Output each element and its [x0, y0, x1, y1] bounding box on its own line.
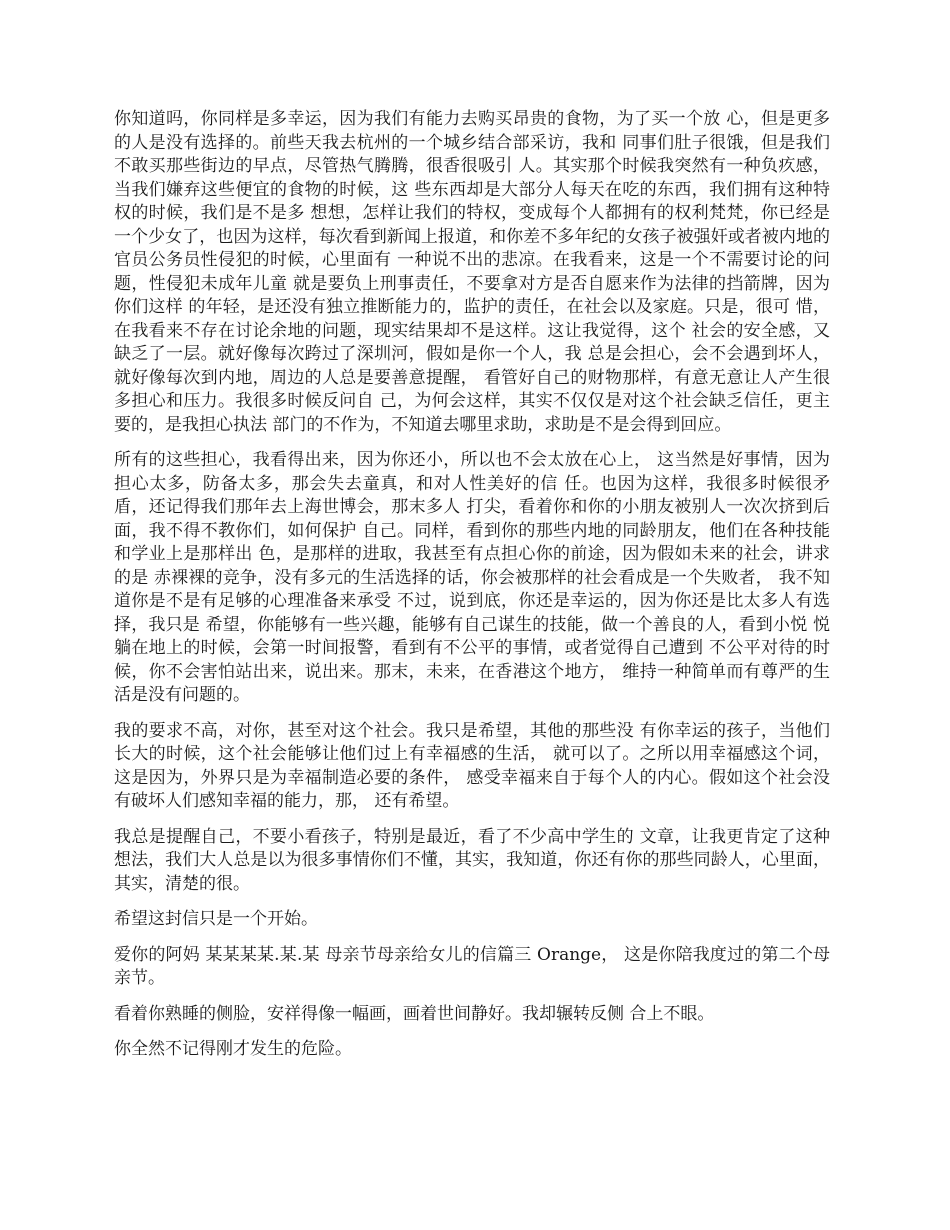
paragraph-1: 你知道吗，你同样是多幸运，因为我们有能力去购买昂贵的食物，为了买一个放 心，但是更多的人是没有选择的。前些天我去杭州的一个城乡结合部采访，我和 同事们肚子很饿，但是我们不敢买那些街边的早点，尽管热气腾腾，很香很吸引 人。其实那个时候我突然有一种负疚感，当我们嫌弃这些便宜的食物的时候，这 些东西却是大部分人每天在吃的东西，我们拥有这种特权的时候，我们是不是多 想想，怎样让我们的特权，变成每个人都拥有的权利梵梵，你已经是一个少女了，也因为这样，每次看到新闻上报道，和你差不多年纪的女孩子被强奸或者被内地的官员公务员性侵犯的时候，心里面有 一种说不出的悲凉。在我看来，这是一个不需要讨论的问题，性侵犯未成年儿童 就是要负上刑事责任，不要拿对方是否自愿来作为法律的挡箭牌，因为你们这样 的年轻，是还没有独立推断能力的，监护的责任，在社会以及家庭。只是，很可 惜，在我看来不存在讨论余地的问题，现实结果却不是这样。这让我觉得，这个 社会的安全感，又缺乏了一层。就好像每次跨过了深圳河，假如是你一个人，我 总是会担心，会不会遇到坏人，就好像每次到内地，周边的人总是要善意提醒， 看管好自己的财物那样，有意无意让人产生很多担心和压力。我很多时候反问自 己，为何会这样，其实不仅仅是对这个社会缺乏信任，更主要的，是我担心执法 部门的不作为，不知道去哪里求助，求助是不是会得到回应。: [114, 109, 830, 435]
paragraph-5: 希望这封信只是一个开始。: [114, 909, 318, 929]
paragraph-3: 我的要求不高，对你，甚至对这个社会。我只是希望，其他的那些没 有你幸运的孩子，当他们长大的时候，这个社会能够让他们过上有幸福感的生活， 就可以了。之所以用幸福感这个词，这是因为，外界只是为幸福制造必要的条件， 感受幸福来自于每个人的内心。假如这个社会没有破坏人们感知幸福的能力，那， 还有希望。: [114, 720, 830, 811]
paragraph-6: 爱你的阿妈 某某某某.某.某 母亲节母亲给女儿的信篇三 Orange， 这是你陪我度过的第二个母亲节。: [114, 944, 830, 988]
paragraph-2: 所有的这些担心，我看得出来，因为你还小，所以也不会太放在心上， 这当然是好事情，因为担心太多，防备太多，那会失去童真，和对人性美好的信 任。也因为这样，我很多时候很矛盾，还记得我们那年去上海世博会，那末多人 打尖，看着你和你的小朋友被别人一次次挤到后面，我不得不教你们，如何保护 自己。同样，看到你的那些内地的同龄朋友，他们在各种技能和学业上是那样出 色，是那样的进取，我甚至有点担心你的前途，因为假如未来的社会，讲求的是 赤裸裸的竞争，没有多元的生活选择的话，你会被那样的社会看成是一个失败者， 我不知道你是不是有足够的心理准备来承受 不过，说到底，你还是幸运的，因为你还是比太多人有选择，我只是 希望，你能够有一些兴趣，能够有自己谋生的技能，做一个善良的人，看到小悦 悦躺在地上的时候，会第一时间报警，看到有不公平的事情，或者觉得自己遭到 不公平对待的时候，你不会害怕站出来，说出来。那末，未来，在香港这个地方， 维持一种简单而有尊严的生活是没有问题的。: [114, 450, 830, 705]
paragraph-7: 看着你熟睡的侧脸，安祥得像一幅画，画着世间静好。我却辗转反侧 合上不眼。: [114, 1003, 715, 1024]
paragraph-8: 你全然不记得刚才发生的危险。: [114, 1039, 352, 1059]
document-body: [114, 108, 830, 1074]
paragraph-4: 我总是提醒自己，不要小看孩子，特别是最近，看了不少高中学生的 文章，让我更肯定了这种想法，我们大人总是以为很多事情你们不懂，其实，我知道，你还有你的那些同龄人，心里面，其实，清楚的很。: [114, 826, 830, 894]
